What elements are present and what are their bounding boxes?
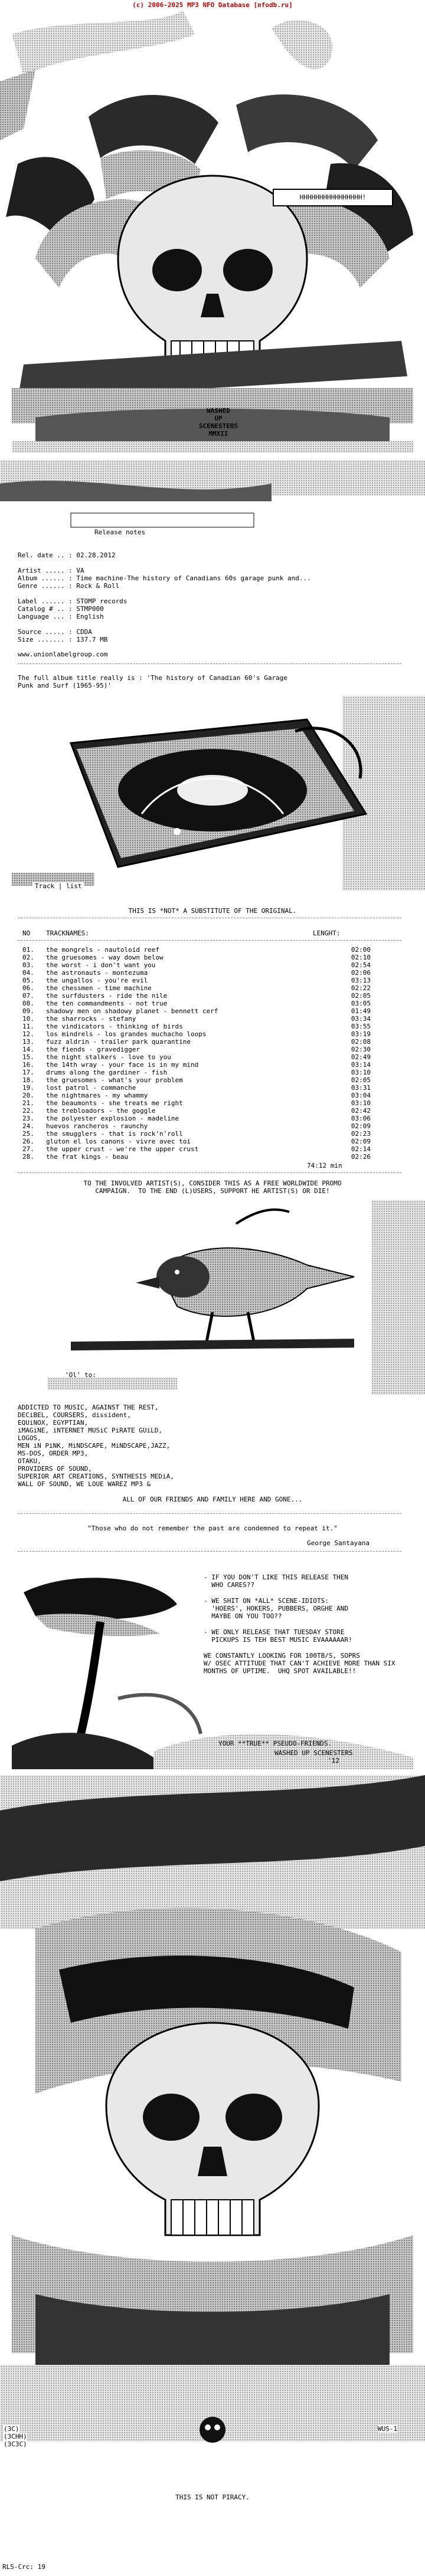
track-name: the ten commandments - not true xyxy=(46,1000,168,1007)
table-row xyxy=(22,1092,388,1099)
track-length: 02:14 xyxy=(351,1145,371,1153)
track-name: the surfdusters - ride the nile xyxy=(46,992,168,1000)
table-row xyxy=(22,1076,388,1084)
table-row xyxy=(22,1061,388,1069)
tracklist-header-length: LENGHT: xyxy=(313,929,341,937)
track-length: 02:09 xyxy=(351,1138,371,1145)
track-length: 02:05 xyxy=(351,1076,371,1084)
track-number: 10. xyxy=(22,1015,34,1023)
track-name: the chessmen - time machine xyxy=(46,984,152,992)
track-length: 03:13 xyxy=(351,977,371,984)
greet-line: PROVIDERS OF SOUND, xyxy=(18,1465,92,1473)
greets-end: ALL OF OUR FRIENDS AND FAMILY HERE AND GONE... xyxy=(122,1496,303,1503)
rule-item xyxy=(204,1573,395,1589)
track-length: 02:54 xyxy=(351,961,371,969)
signoff-line1: YOUR **TRUE** PSEUDO-FRIENDS. xyxy=(218,1740,332,1747)
track-number: 21. xyxy=(22,1099,34,1107)
table-row xyxy=(22,1115,388,1122)
track-name: the vindicators - thinking of birds xyxy=(46,1023,183,1030)
track-name: the smugglers - that is rock'n'roll xyxy=(46,1130,183,1138)
tracklist xyxy=(22,946,388,1161)
track-number: 02. xyxy=(22,954,34,961)
quote-author: George Santayana xyxy=(307,1539,370,1547)
full-title-line2: Punk and Surf (1965-95)' xyxy=(18,682,112,689)
track-length: 03:06 xyxy=(351,1115,371,1122)
track-name: the upper crust - we're the upper crust xyxy=(46,1145,199,1153)
full-title-line1: The full album title really is : 'The history of Canadian 60's Garage xyxy=(18,674,287,682)
greet-line: LOGOS, xyxy=(18,1434,41,1442)
track-number: 28. xyxy=(22,1153,34,1161)
group-name-line2: UP xyxy=(214,415,223,422)
track-name: lost patrol - commanche xyxy=(46,1084,136,1092)
table-row xyxy=(22,1153,388,1161)
tracklist-tab: Track | list xyxy=(32,882,84,890)
table-row xyxy=(22,1023,388,1030)
rule-line: 'HOERS', HOKERS, PUBBERS, ORGHE AND xyxy=(204,1605,349,1612)
greet-line: MEN iN PiNK, MiNDSCAPE, MiNDSCAPE,JAZZ, xyxy=(18,1442,171,1450)
table-row xyxy=(22,1099,388,1107)
track-number: 22. xyxy=(22,1107,34,1115)
table-row xyxy=(22,1053,388,1061)
tracklist-header-name: TRACKNAMES: xyxy=(46,929,89,937)
track-number: 17. xyxy=(22,1069,34,1076)
track-length: 03:10 xyxy=(351,1069,371,1076)
track-number: 13. xyxy=(22,1038,34,1046)
track-length: 02:23 xyxy=(351,1130,371,1138)
track-length: 03:05 xyxy=(351,1000,371,1007)
greet-line: MS-DOS, ORDER MP3, xyxy=(18,1450,89,1457)
track-length: 03:14 xyxy=(351,1061,371,1069)
not-piracy: THIS IS NOT PIRACY. xyxy=(175,2493,250,2501)
divider xyxy=(18,1513,401,1514)
divider xyxy=(18,663,401,664)
track-name: shadowy men on shadowy planet - bennett cerf xyxy=(46,1007,218,1015)
table-row xyxy=(22,946,388,954)
table-row xyxy=(22,1084,388,1092)
track-number: 12. xyxy=(22,1030,34,1038)
track-length: 02:30 xyxy=(351,1046,371,1053)
quote: "Those who do not remember the past are condemned to repeat it." xyxy=(87,1524,338,1532)
release-info-line: Rel. date .. : 02.28.2012 xyxy=(18,551,116,559)
record-player-art xyxy=(0,696,425,891)
track-number: 09. xyxy=(22,1007,34,1015)
track-name: los mindrels - los grandes muchacho loops xyxy=(46,1030,207,1038)
track-name: the frat kings - beau xyxy=(46,1153,129,1161)
table-row xyxy=(22,992,388,1000)
rule-line: - WE SHIT ON *ALL* SCENE-IDIOTS: xyxy=(204,1597,329,1605)
rls-crc: RLS-Crc: 19 xyxy=(2,2563,45,2571)
track-name: the 14th wray - your face is in my mind xyxy=(46,1061,199,1069)
track-number: 18. xyxy=(22,1076,34,1084)
track-name: the beaumonts - she treats me right xyxy=(46,1099,183,1107)
track-number: 20. xyxy=(22,1092,34,1099)
track-name: the ungallos - you're evil xyxy=(46,977,148,984)
track-name: the nightmares - my whammy xyxy=(46,1092,148,1099)
track-length: 03:34 xyxy=(351,1015,371,1023)
tracklist-total: 74:12 min xyxy=(307,1162,342,1169)
signoff-line2: WASHED UP SCENESTERS xyxy=(274,1749,353,1757)
divider xyxy=(18,1551,401,1552)
table-row xyxy=(22,1030,388,1038)
track-length: 02:06 xyxy=(351,969,371,977)
release-info-line: Album ...... : Time machine-The history of Canadians 60s garage punk and... xyxy=(18,574,311,582)
track-length: 02:05 xyxy=(351,992,371,1000)
table-row xyxy=(22,977,388,984)
table-row xyxy=(22,1069,388,1076)
rule-item xyxy=(204,1652,395,1675)
release-info-line: Language ... : English xyxy=(18,613,104,620)
release-info-line: Size ....... : 137.7 MB xyxy=(18,636,108,643)
rule-item xyxy=(204,1628,395,1644)
promo-line2: CAMPAIGN. TO THE END (L)USERS, SUPPORT HE ARTIST(S) OR DIE! xyxy=(95,1187,330,1195)
track-name: the fiends - gravedigger xyxy=(46,1046,140,1053)
rule-line: MONTHS OF UPTIME. UHQ SPOT AVAILABLE!! xyxy=(204,1667,357,1675)
table-row xyxy=(22,954,388,961)
table-row xyxy=(22,1007,388,1015)
right-signature: WUS-1 xyxy=(378,2425,398,2433)
left-signature-line1: (3C) xyxy=(4,2425,19,2433)
track-length: 03:19 xyxy=(351,1030,371,1038)
table-row xyxy=(22,1000,388,1007)
track-length: 02:42 xyxy=(351,1107,371,1115)
track-name: gluton el los canons - vivre avec toi xyxy=(46,1138,191,1145)
track-length: 02:22 xyxy=(351,984,371,992)
greet-line: DECiBEL, COURSERS, dissident, xyxy=(18,1411,132,1419)
rules-list xyxy=(204,1573,395,1683)
rule-line: PICKUPS IS TEH BEST MUSIC EVAAAAAAR! xyxy=(204,1636,352,1644)
rule-line: W/ OSEC ATTITUDE THAT CAN'T ACHIEVE MORE THAN SIX xyxy=(204,1660,395,1667)
track-length: 02:08 xyxy=(351,1038,371,1046)
track-name: the gruesomes - what's your problem xyxy=(46,1076,183,1084)
divider xyxy=(18,1172,401,1173)
release-info-line: Catalog # .. : STMP000 xyxy=(18,605,104,613)
greet-line: SUPERIOR ART CREATIONS, SYNTHESIS MEDiA, xyxy=(18,1473,174,1480)
release-info-line: Artist ..... : VA xyxy=(18,567,84,574)
group-name-line4: MMXII xyxy=(208,430,228,438)
greet-line: OTAKU, xyxy=(18,1457,41,1465)
track-name: the gruesomes - way down below xyxy=(46,954,164,961)
track-name: drums along the gardiner - fish xyxy=(46,1069,168,1076)
track-number: 01. xyxy=(22,946,34,954)
rule-line: - IF YOU DON'T LIKE THIS RELEASE THEN xyxy=(204,1573,349,1581)
track-length: 03:55 xyxy=(351,1023,371,1030)
rule-line: MAYBE ON YOU TOO?? xyxy=(204,1612,282,1620)
track-number: 04. xyxy=(22,969,34,977)
rule-item xyxy=(204,1597,395,1620)
track-length: 02:00 xyxy=(351,946,371,954)
rule-line: WHO CARES?? xyxy=(204,1581,255,1589)
skull-logo-art xyxy=(0,11,425,459)
table-row xyxy=(22,1145,388,1153)
table-row xyxy=(22,1122,388,1130)
disclaimer: THIS IS *NOT* A SUBSTITUTE OF THE ORIGINAL. xyxy=(128,907,297,915)
track-name: the trebloadors - the goggle xyxy=(46,1107,156,1115)
table-row xyxy=(22,969,388,977)
website-link[interactable]: www.unionlabelgroup.com xyxy=(18,650,108,658)
track-length: 03:04 xyxy=(351,1092,371,1099)
group-name-line3: SCENESTERS xyxy=(198,422,238,430)
greets-list xyxy=(18,1404,174,1488)
track-number: 24. xyxy=(22,1122,34,1130)
track-length: 02:49 xyxy=(351,1053,371,1061)
signoff-line3: '12 xyxy=(328,1757,339,1765)
track-length: 03:10 xyxy=(351,1099,371,1107)
track-number: 15. xyxy=(22,1053,34,1061)
greet-line: EQUiNOX, EGYPTIAN, xyxy=(18,1419,89,1427)
track-name: fuzz aldrin - trailer park quarantine xyxy=(46,1038,191,1046)
table-row xyxy=(22,984,388,992)
release-info-line: Label ...... : STOMP records xyxy=(18,597,128,605)
track-name: huevos rancheros - raunchy xyxy=(46,1122,148,1130)
greet-line: ADDICTED TO MUSIC, AGAINST THE REST, xyxy=(18,1404,159,1411)
divider xyxy=(18,940,401,941)
copyright-header: (c) 2006-2025 MP3 NFO Database [nfodb.ru] xyxy=(132,1,293,9)
track-number: 07. xyxy=(22,992,34,1000)
track-name: the night stalkers - love to you xyxy=(46,1053,171,1061)
track-length: 03:31 xyxy=(351,1084,371,1092)
track-number: 03. xyxy=(22,961,34,969)
track-number: 23. xyxy=(22,1115,34,1122)
speech-bubble xyxy=(273,189,393,206)
table-row xyxy=(22,1038,388,1046)
track-name: the worst - i don't want you xyxy=(46,961,156,969)
track-length: 01:49 xyxy=(351,1007,371,1015)
table-row xyxy=(22,1107,388,1115)
track-name: the astronauts - montezuma xyxy=(46,969,148,977)
release-notes-title: Release notes xyxy=(94,528,146,536)
left-signature-line3: (3C3C) xyxy=(4,2440,27,2448)
track-name: the mongrels - nautoloid reef xyxy=(46,946,160,954)
track-number: 06. xyxy=(22,984,34,992)
bottom-skull-art xyxy=(0,1775,425,2465)
table-row xyxy=(22,1046,388,1053)
table-row xyxy=(22,1130,388,1138)
track-name: the polyester explosion - madeline xyxy=(46,1115,179,1122)
release-notes-banner-art xyxy=(0,460,425,537)
release-info-line: Genre ...... : Rock & Roll xyxy=(18,582,120,590)
tracklist-header-no: NO xyxy=(22,929,31,937)
track-number: 25. xyxy=(22,1130,34,1138)
rule-line: WE CONSTANTLY LOOKING FOR 100TB/S, SOPRS xyxy=(204,1652,360,1660)
track-length: 02:09 xyxy=(351,1122,371,1130)
greets-title: 'Ol' to: xyxy=(65,1371,96,1379)
table-row xyxy=(22,961,388,969)
crow-art xyxy=(0,1200,425,1395)
track-number: 27. xyxy=(22,1145,34,1153)
track-number: 14. xyxy=(22,1046,34,1053)
release-info-line: Source ..... : CDDA xyxy=(18,628,92,636)
greet-line: WALL OF SOUND, WE LOUE WAREZ MP3 & xyxy=(18,1480,151,1488)
table-row xyxy=(22,1138,388,1145)
track-number: 16. xyxy=(22,1061,34,1069)
promo-line1: TO THE INVOLVED ARTIST(S), CONSIDER THIS AS A FREE WORLDWIDE PROMO xyxy=(83,1179,342,1187)
speech-text: HHHHHHHHHHHHHHHH! xyxy=(299,193,367,201)
track-number: 26. xyxy=(22,1138,34,1145)
track-number: 08. xyxy=(22,1000,34,1007)
track-length: 02:26 xyxy=(351,1153,371,1161)
left-signature-line2: (3CHH) xyxy=(4,2433,27,2440)
rule-line: - WE ONLY RELEASE THAT TUESDAY STORE xyxy=(204,1628,345,1636)
track-length: 02:10 xyxy=(351,954,371,961)
greet-line: iMAGiNE, iNTERNET MUSiC PiRATE GUiLD, xyxy=(18,1427,163,1434)
table-row xyxy=(22,1015,388,1023)
track-number: 11. xyxy=(22,1023,34,1030)
track-number: 05. xyxy=(22,977,34,984)
track-name: the sharrocks - stefany xyxy=(46,1015,136,1023)
track-number: 19. xyxy=(22,1084,34,1092)
group-name-line1: WASHED xyxy=(207,407,230,415)
